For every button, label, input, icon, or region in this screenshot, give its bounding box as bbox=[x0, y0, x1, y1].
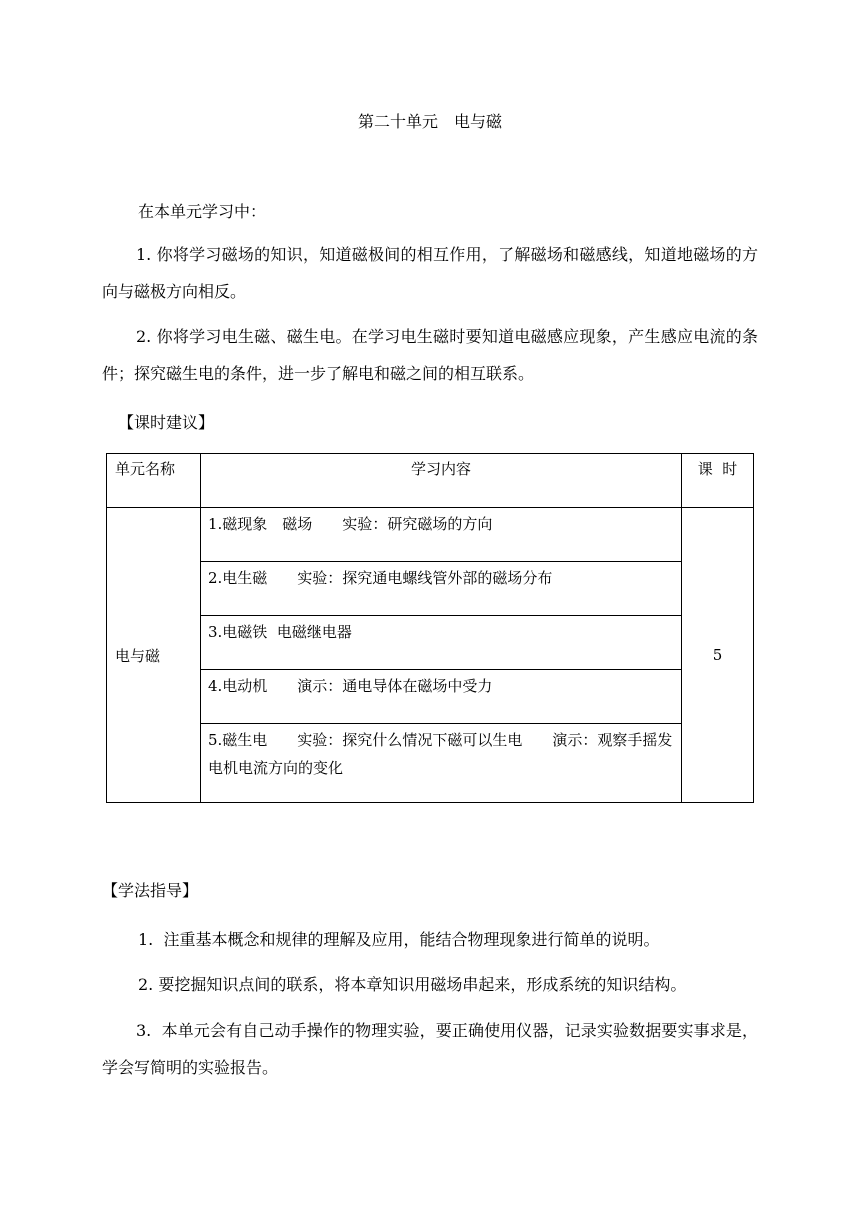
schedule-heading: 【课时建议】 bbox=[118, 413, 215, 432]
objective-text-1: 1. 你将学习磁场的知识，知道磁极间的相互作用，了解磁场和磁感线，知道地磁场的方向与磁极方向相反。 bbox=[102, 245, 758, 301]
method-item-2: 2. 要挖掘知识点间的联系，将本章知识用磁场串起来，形成系统的知识结构。 bbox=[138, 975, 687, 994]
header-content: 学习内容 bbox=[201, 454, 682, 508]
page-title: 第二十单元 电与磁 bbox=[357, 112, 502, 131]
table-row bbox=[107, 670, 754, 724]
table-row bbox=[107, 562, 754, 616]
objective-item-1 bbox=[102, 236, 758, 310]
intro-text: 在本单元学习中： bbox=[138, 202, 267, 221]
methods-heading: 【学法指导】 bbox=[102, 881, 199, 900]
table-row bbox=[107, 508, 754, 562]
table-row bbox=[107, 616, 754, 670]
table-header-row bbox=[107, 454, 754, 508]
content-item-3: 3.电磁铁 电磁继电器 bbox=[201, 616, 682, 670]
schedule-table bbox=[106, 453, 754, 803]
unit-name-cell: 电与磁 bbox=[107, 508, 201, 803]
content-item-2: 2.电生磁 实验：探究通电螺线管外部的磁场分布 bbox=[201, 562, 682, 616]
method-item-3 bbox=[102, 1012, 758, 1086]
content-item-5: 5.磁生电 实验：探究什么情况下磁可以生电 演示：观察手摇发电机电流方向的变化 bbox=[201, 724, 682, 803]
header-unit-name: 单元名称 bbox=[107, 454, 201, 508]
method-text-3: 3. 本单元会有自己动手操作的物理实验，要正确使用仪器，记录实验数据要实事求是，学会写简明的实验报告。 bbox=[102, 1021, 758, 1077]
content-item-1: 1.磁现象 磁场 实验：研究磁场的方向 bbox=[201, 508, 682, 562]
method-item-1: 1. 注重基本概念和规律的理解及应用，能结合物理现象进行简单的说明。 bbox=[138, 930, 660, 949]
objective-text-2: 2. 你将学习电生磁、磁生电。在学习电生磁时要知道电磁感应现象，产生感应电流的条件；探究磁生电的条件，进一步了解电和磁之间的相互联系。 bbox=[102, 327, 758, 383]
objective-item-2 bbox=[102, 318, 758, 392]
table-row bbox=[107, 724, 754, 803]
hours-cell: 5 bbox=[682, 508, 754, 803]
header-hours: 课 时 bbox=[682, 454, 754, 508]
content-item-4: 4.电动机 演示：通电导体在磁场中受力 bbox=[201, 670, 682, 724]
